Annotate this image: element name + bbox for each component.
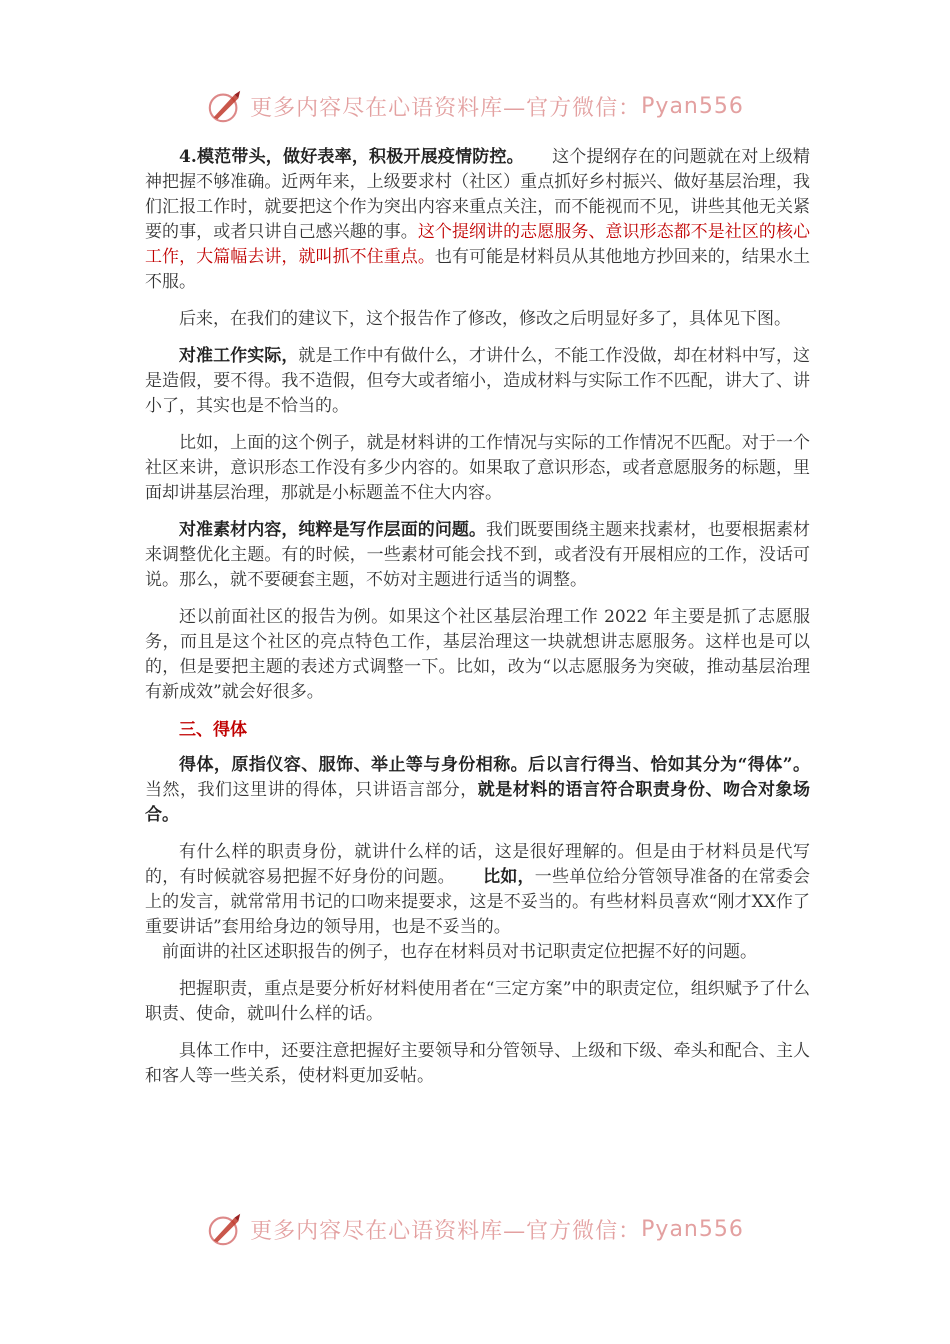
paragraph-10: 具体工作中，还要注意把握好主要领导和分管领导、上级和下级、牵头和配合、主人和客人等一些关系，使材料更加妥帖。 bbox=[145, 1041, 810, 1086]
paragraph-8-bold: 比如， bbox=[482, 867, 535, 887]
paragraph-1-red: 这个提纲讲的志愿服务、意识形态都不是社区的核心工作，大篇幅去讲，就叫抓不住重点。 bbox=[145, 222, 811, 267]
paragraph-7-text: 当然，我们这里讲的得体，只讲语言部分， bbox=[145, 780, 478, 800]
paragraph-3-bold: 对准工作实际， bbox=[179, 346, 299, 366]
paragraph-5 bbox=[145, 518, 810, 593]
paragraph-8-text-1: 有什么样的职责身份，就讲什么样的话，这是很好理解的。但是由于材料员是代写的，有时候就容易把握不好身份的问题。 bbox=[145, 842, 810, 887]
pen-logo-icon bbox=[206, 87, 244, 125]
paragraph-6: 还以前面社区的报告为例。如果这个社区基层治理工作 2022 年主要是抓了志愿服务，而且是这个社区的亮点特色工作，基层治理这一块就想讲志愿服务。这样也是可以的，但是要把主题的表述方式调整一下。比如，改为“以志愿服务为突破，推动基层治理有新成效”就会好很多。 bbox=[145, 607, 810, 702]
paragraph-3 bbox=[145, 344, 810, 419]
section-heading: 三、得体 bbox=[179, 720, 247, 740]
paragraph-5-text: 我们既要围绕主题来找素材，也要根据素材来调整优化主题。有的时候，一些素材可能会找不到，或者没有开展相应的工作，没话可说。那么，就不要硬套主题，不妨对主题进行适当的调整。 bbox=[145, 520, 810, 590]
paragraph-1-tail: 也有可能是材料员从其他地方抄回来的，结果水土不服。 bbox=[145, 247, 811, 292]
paragraph-9: 把握职责，重点是要分析好材料使用者在“三定方案”中的职责定位，组织赋予了什么职责、使命，就叫什么样的话。 bbox=[145, 979, 810, 1024]
paragraph-4: 比如，上面的这个例子，就是材料讲的工作情况与实际的工作情况不匹配。对于一个社区来讲，意识形态工作没有多少内容的。如果取了意识形态，或者意愿服务的标题，里面却讲基层治理，那就是小标题盖不住大内容。 bbox=[145, 433, 810, 503]
header-banner-id: Pyan556 bbox=[641, 93, 744, 119]
paragraph-7-bold-2: 就是材料的语言符合职责身份、吻合对象场合。 bbox=[145, 780, 811, 825]
pen-logo-icon bbox=[206, 1210, 244, 1248]
header-banner-text: 更多内容尽在心语资料库—官方微信： bbox=[250, 95, 642, 121]
paragraph-5-bold: 对准素材内容，纯粹是写作层面的问题。 bbox=[179, 520, 486, 540]
paragraph-7 bbox=[145, 753, 810, 828]
header-banner bbox=[0, 84, 950, 128]
footer-banner-text: 更多内容尽在心语资料库—官方微信： bbox=[250, 1218, 642, 1244]
paragraph-2: 后来，在我们的建议下，这个报告作了修改，修改之后明显好多了，具体见下图。 bbox=[179, 309, 791, 329]
article-body bbox=[145, 145, 810, 1101]
paragraph-1-bold: 4.模范带头，做好表率，积极开展疫情防控。 bbox=[179, 147, 524, 167]
footer-banner bbox=[0, 1207, 950, 1251]
paragraph-3-text: 就是工作中有做什么，才讲什么，不能工作没做，却在材料中写，这是造假，要不得。我不造假，但夸大或者缩小，造成材料与实际工作不匹配，讲大了、讲小了，其实也是不恰当的。 bbox=[145, 346, 811, 416]
paragraph-1 bbox=[145, 145, 810, 295]
paragraph-8 bbox=[145, 840, 810, 940]
paragraph-8b: 前面讲的社区述职报告的例子，也存在材料员对书记职责定位把握不好的问题。 bbox=[162, 942, 757, 962]
paragraph-1-text: 这个提纲存在的问题就在对上级精神把握不够准确。近两年来，上级要求村（社区）重点抓好乡村振兴、做好基层治理，我们汇报工作时，就要把这个作为突出内容来重点关注，而不能视而不见，讲些其他无关紧要的事，或者只讲自己感兴趣的事。 bbox=[145, 147, 810, 242]
paragraph-7-bold-1: 得体，原指仪容、服饰、举止等与身份相称。后以言行得当、恰如其分为“得体”。 bbox=[179, 755, 810, 775]
footer-banner-id: Pyan556 bbox=[641, 1216, 744, 1242]
paragraph-8-text-2: 一些单位给分管领导准备的在常委会上的发言，就常常用书记的口吻来提要求，这是不妥当的。有些材料员喜欢“刚才XX作了重要讲话”套用给身边的领导用，也是不妥当的。 bbox=[145, 867, 811, 937]
